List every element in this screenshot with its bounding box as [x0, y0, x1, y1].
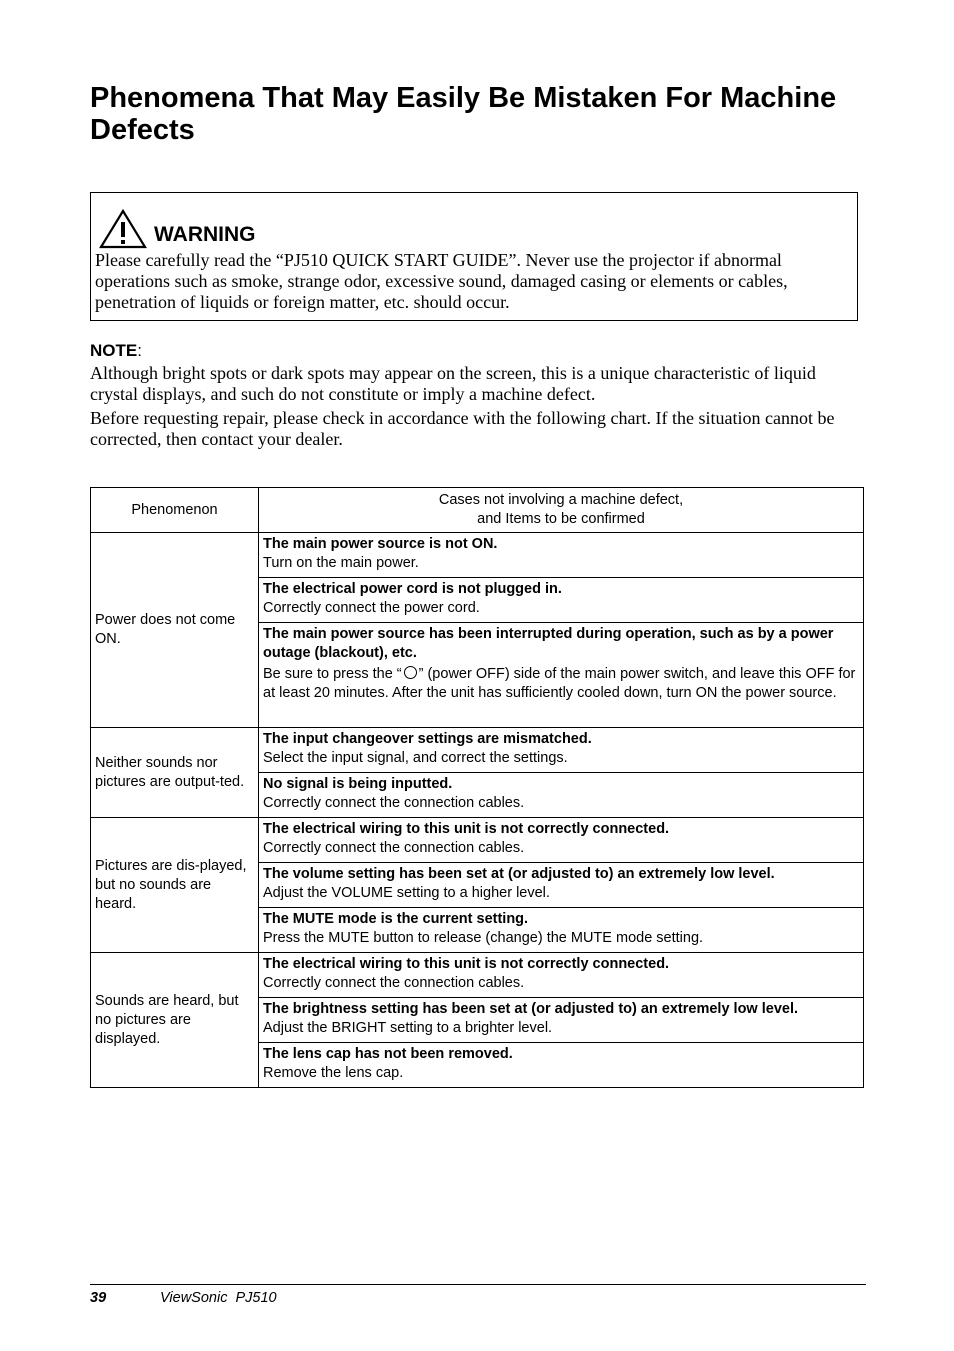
page-number: 39: [90, 1290, 107, 1306]
case-title: The main power source has been interrupted during operation, such as by a power outage (blackout), etc.: [263, 626, 834, 661]
case-action: Adjust the BRIGHT setting to a brighter level.: [263, 1020, 553, 1036]
case-action: Correctly connect the connection cables.: [263, 975, 525, 991]
case-cell: [259, 818, 864, 863]
case-action: Adjust the VOLUME setting to a higher level.: [263, 885, 550, 901]
header-cases-line-1: Cases not involving a machine defect,: [438, 492, 684, 508]
case-action-before: Be sure to press the “: [263, 666, 402, 682]
case-title: The input changeover settings are mismatched.: [263, 731, 592, 747]
troubleshooting-table: [90, 487, 864, 1088]
phenomenon-cell: Pictures are dis-played, but no sounds are heard.: [91, 818, 259, 953]
case-title: The lens cap has not been removed.: [263, 1046, 513, 1062]
case-title: The electrical wiring to this unit is not correctly connected.: [263, 956, 670, 972]
case-title: No signal is being inputted.: [263, 776, 453, 792]
case-title: The volume setting has been set at (or adjusted to) an extremely low level.: [263, 866, 775, 882]
warning-text: Please carefully read the “PJ510 QUICK START GUIDE”. Never use the projector if abnormal operations such as smoke, strange odor, excessive sound, damaged casing or elements or cables, penetration of liquids or foreign matter, etc. should occur.: [95, 250, 788, 312]
case-title: The electrical power cord is not plugged in.: [263, 581, 562, 597]
note-paragraph-2: Before requesting repair, please check in accordance with the following chart. If the situation cannot be corrected, then contact your dealer.: [90, 408, 835, 449]
power-off-circle-icon: [404, 666, 417, 679]
note-label-text: NOTE: [90, 341, 138, 360]
warning-box: [90, 192, 858, 321]
case-cell: [259, 998, 864, 1043]
note-paragraph-1: Although bright spots or dark spots may appear on the screen, this is a unique characteristic of liquid crystal displays, and such do not constitute or imply a machine defect.: [90, 363, 816, 404]
header-phenomenon: Phenomenon: [91, 488, 259, 533]
case-title: The main power source is not ON.: [263, 536, 498, 552]
footer-divider: [90, 1284, 866, 1285]
case-cell: [259, 908, 864, 953]
phenomenon-cell: Sounds are heard, but no pictures are displayed.: [91, 953, 259, 1088]
table-row: [91, 728, 864, 773]
case-action: Remove the lens cap.: [263, 1065, 404, 1081]
case-cell: [259, 578, 864, 623]
warning-triangle-icon: [99, 209, 147, 249]
note-colon: :: [137, 341, 142, 360]
case-title: The MUTE mode is the current setting.: [263, 911, 529, 927]
case-cell: [259, 773, 864, 818]
header-cases: [259, 488, 864, 533]
case-cell: [259, 728, 864, 773]
footer-brand: ViewSonic PJ510: [160, 1290, 277, 1306]
phenomenon-cell: Neither sounds nor pictures are output-ted.: [91, 728, 259, 818]
case-cell: [259, 863, 864, 908]
case-title: The electrical wiring to this unit is not correctly connected.: [263, 821, 670, 837]
warning-label: WARNING: [154, 223, 256, 246]
case-cell: [259, 623, 864, 728]
case-action: Press the MUTE button to release (change) the MUTE mode setting.: [263, 930, 704, 946]
case-action: Turn on the main power.: [263, 555, 419, 571]
phenomenon-cell: Power does not come ON.: [91, 533, 259, 728]
table-row: [91, 818, 864, 863]
case-action: [263, 665, 859, 703]
case-action: Correctly connect the connection cables.: [263, 840, 525, 856]
case-action: Correctly connect the connection cables.: [263, 795, 525, 811]
case-cell: [259, 953, 864, 998]
case-action-after: ” (power OFF) side of the main power switch, and leave this OFF for at least 20 minutes. After the unit has sufficiently cooled down, turn ON the power source.: [263, 666, 856, 701]
case-title: The brightness setting has been set at (or adjusted to) an extremely low level.: [263, 1001, 799, 1017]
table-header-row: [91, 488, 864, 533]
table-row: [91, 953, 864, 998]
note-label: [90, 340, 142, 362]
header-cases-line-2: and Items to be confirmed: [477, 511, 645, 527]
table-row: [91, 533, 864, 578]
case-cell: [259, 1043, 864, 1088]
case-action: Correctly connect the power cord.: [263, 600, 480, 616]
case-cell: [259, 533, 864, 578]
page-title: Phenomena That May Easily Be Mistaken For Machine Defects: [90, 82, 837, 146]
case-action: Select the input signal, and correct the settings.: [263, 750, 568, 766]
